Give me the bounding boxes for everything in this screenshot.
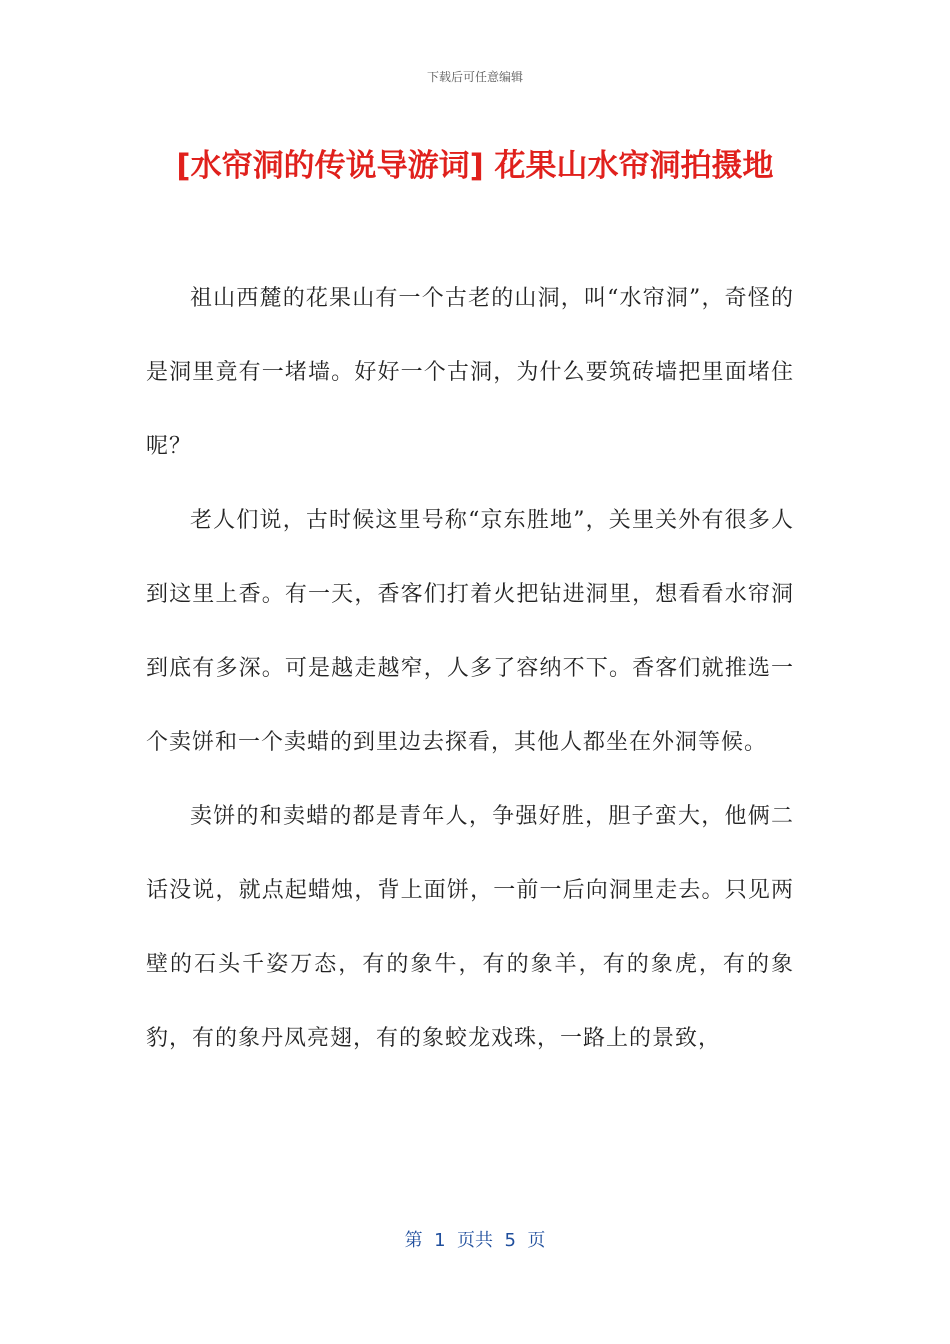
paragraph-1: 祖山西麓的花果山有一个古老的山洞，叫“水帘洞”，奇怪的是洞里竟有一堵墙。好好一个古洞，为什么要筑砖墙把里面堵住呢？ — [146, 286, 794, 459]
header-note: 下载后可任意编辑 — [426, 70, 523, 84]
page-footer: 第 1 页共 5 页 — [404, 1230, 546, 1251]
document-body — [146, 262, 794, 1076]
paragraph-2: 老人们说，古时候这里号称“京东胜地”，关里关外有很多人到这里上香。有一天，香客们打着火把钻进洞里，想看看水帘洞到底有多深。可是越走越窄，人多了容纳不下。香客们就推选一个卖饼和一个卖蜡的到里边去探看，其他人都坐在外洞等候。 — [146, 508, 794, 755]
document-title: [水帘洞的传说导游词] 花果山水帘洞拍摄地 — [176, 148, 774, 184]
paragraph-3: 卖饼的和卖蜡的都是青年人，争强好胜，胆子蛮大，他俩二话没说，就点起蜡烛，背上面饼，一前一后向洞里走去。只见两壁的石头千姿万态，有的象牛，有的象羊，有的象虎，有的象豹，有的象丹凤亮翅，有的象蛟龙戏珠，一路上的景致， — [146, 804, 794, 1051]
